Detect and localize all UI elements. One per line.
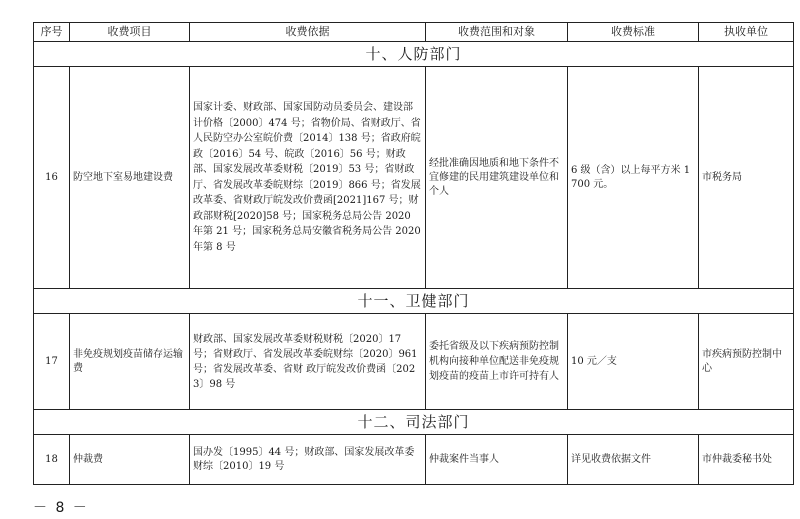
row-item: 防空地下室易地建设费 (70, 67, 190, 289)
row-item: 非免疫规划疫苗储存运输费 (70, 314, 190, 410)
section-title: 十二、司法部门 (34, 410, 794, 435)
row-scope: 仲裁案件当事人 (426, 435, 568, 485)
header-basis: 收费依据 (190, 23, 426, 42)
header-standard: 收费标准 (568, 23, 699, 42)
row-standard: 详见收费依据文件 (568, 435, 699, 485)
table-row (34, 435, 794, 485)
fee-table (33, 22, 794, 485)
table-row (34, 314, 794, 410)
row-basis: 财政部、国家发展改革委财税财税〔2020〕17 号；省财政厅、省发展改革委皖财综〔2020〕961 号；省发展改革委、省财 政厅皖发改价费函〔2023〕98 号 (190, 314, 426, 410)
row-unit: 市仲裁委秘书处 (699, 435, 794, 485)
row-no: 17 (34, 314, 70, 410)
section-title: 十、人防部门 (34, 42, 794, 67)
section-title-row (34, 42, 794, 67)
row-item: 仲裁费 (70, 435, 190, 485)
row-unit: 市税务局 (699, 67, 794, 289)
header-no: 序号 (34, 23, 70, 42)
row-no: 16 (34, 67, 70, 289)
row-standard: 10 元／支 (568, 314, 699, 410)
row-basis: 国办发〔1995〕44 号；财政部、国家发展改革委财综〔2010〕19 号 (190, 435, 426, 485)
row-unit: 市疾病预防控制中心 (699, 314, 794, 410)
section-title-row (34, 410, 794, 435)
header-unit: 执收单位 (699, 23, 794, 42)
table-header-row (34, 23, 794, 42)
row-basis: 国家计委、财政部、国家国防动员委员会、建设部计价格〔2000〕474 号；省物价局、省财政厅、省人民防空办公室皖价费〔2014〕138 号；省政府皖政〔2016〕54 号、皖政〔2016〕56 号；财政部、国家发展改革委财税〔2019〕53 号；省财政厅、省发展改革委皖财综〔2019〕866 号；省发展改革委、省财政厅皖发改价费函[2021]167 号；财政部财税[2020]58 号；国家税务总局公告 2020 年第 21 号；国家税务总局安徽省税务局公告 2020 年第 8 号 (190, 67, 426, 289)
header-item: 收费项目 (70, 23, 190, 42)
row-scope: 委托省级及以下疾病预防控制机构向接种单位配送非免疫规划疫苗的疫苗上市许可持有人 (426, 314, 568, 410)
row-standard: 6 级（含）以上每平方米 1700 元。 (568, 67, 699, 289)
row-scope: 经批准确因地质和地下条件不宜修建的民用建筑建设单位和个人 (426, 67, 568, 289)
page-number: － 8 － (33, 500, 89, 516)
table-row (34, 67, 794, 289)
section-title-row (34, 289, 794, 314)
section-title: 十一、卫健部门 (34, 289, 794, 314)
header-scope: 收费范围和对象 (426, 23, 568, 42)
row-no: 18 (34, 435, 70, 485)
